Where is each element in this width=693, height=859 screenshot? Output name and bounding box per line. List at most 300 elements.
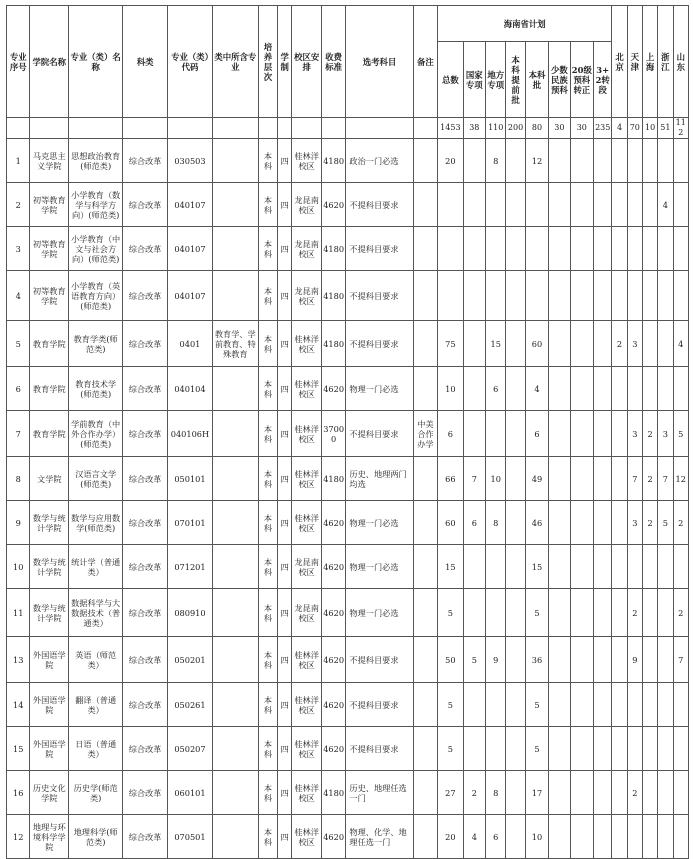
cell-plan [612, 367, 627, 411]
cell-level: 本科 [258, 589, 277, 637]
cell-plan [570, 637, 593, 683]
cell-plan: 3 [627, 321, 642, 367]
cell-college: 数学与统计学院 [30, 501, 69, 545]
cell-fee: 4180 [321, 321, 345, 367]
cell-plan [570, 501, 593, 545]
cell-plan [463, 183, 485, 227]
table-row [7, 501, 689, 545]
table-row [7, 589, 689, 637]
header-province-tianjin: 天津 [627, 6, 642, 118]
cell-remark: 中美合作办学 [413, 411, 437, 457]
total-cell: 235 [594, 118, 612, 139]
header-hainan-32: 3+2转段 [594, 42, 612, 118]
cell-inner [212, 637, 258, 683]
cell-code: 050101 [168, 457, 213, 501]
cell-plan [627, 727, 642, 771]
table-row [7, 183, 689, 227]
cell-plan [525, 227, 548, 271]
cell-plan [549, 545, 570, 589]
cell-fee: 4620 [321, 637, 345, 683]
cell-plan [463, 683, 485, 727]
cell-college: 初等教育学院 [30, 183, 69, 227]
cell-seq: 13 [7, 637, 30, 683]
cell-plan: 17 [525, 771, 548, 815]
cell-plan [673, 727, 689, 771]
table-row [7, 457, 689, 501]
header-campus: 校区安排 [292, 6, 322, 118]
cell-plan [627, 183, 642, 227]
cell-inner [212, 501, 258, 545]
cell-inner [212, 227, 258, 271]
cell-fee: 4180 [321, 271, 345, 321]
cell-plan [594, 139, 612, 183]
cell-plan [673, 683, 689, 727]
header-hainan-total: 总数 [438, 42, 463, 118]
cell-plan: 66 [438, 457, 463, 501]
cell-plan [549, 683, 570, 727]
cell-inner [212, 589, 258, 637]
cell-plan [570, 367, 593, 411]
cell-plan: 8 [486, 771, 506, 815]
cell-code: 040104 [168, 367, 213, 411]
cell-plan [438, 227, 463, 271]
cell-plan: 5 [463, 637, 485, 683]
cell-fee: 4620 [321, 815, 345, 859]
cell-plan [506, 771, 525, 815]
cell-years: 四 [278, 411, 292, 457]
cell-major: 日语（普通类） [69, 727, 123, 771]
cell-major: 教育技术学(师范类) [69, 367, 123, 411]
cell-category: 综合改革 [123, 727, 168, 771]
cell-plan [673, 771, 689, 815]
cell-college: 数学与统计学院 [30, 589, 69, 637]
cell-campus: 龙昆南校区 [292, 183, 322, 227]
cell-code: 040107 [168, 271, 213, 321]
cell-plan [506, 637, 525, 683]
table-row [7, 411, 689, 457]
cell-seq: 9 [7, 501, 30, 545]
cell-plan [463, 227, 485, 271]
cell-subjects: 历史、地理任选一门 [346, 771, 413, 815]
cell-major: 小学教育（英语教育方向）(师范类) [69, 271, 123, 321]
cell-campus: 桂林洋校区 [292, 367, 322, 411]
cell-plan [642, 545, 657, 589]
cell-plan: 15 [486, 321, 506, 367]
cell-plan: 7 [463, 457, 485, 501]
cell-plan [506, 727, 525, 771]
cell-plan [627, 271, 642, 321]
cell-remark [413, 183, 437, 227]
cell-plan [642, 139, 657, 183]
cell-fee: 4180 [321, 457, 345, 501]
cell-plan: 5 [525, 727, 548, 771]
cell-category: 综合改革 [123, 683, 168, 727]
cell-major: 地理科学(师范类) [69, 815, 123, 859]
cell-inner [212, 815, 258, 859]
cell-plan [627, 367, 642, 411]
cell-plan [658, 321, 673, 367]
cell-plan [642, 815, 657, 859]
cell-plan [549, 771, 570, 815]
cell-level: 本科 [258, 727, 277, 771]
document-page [6, 5, 689, 852]
cell-category: 综合改革 [123, 501, 168, 545]
table-row [7, 545, 689, 589]
total-cell: 10 [642, 118, 657, 139]
cell-seq: 8 [7, 457, 30, 501]
cell-level: 本科 [258, 683, 277, 727]
cell-plan [612, 815, 627, 859]
cell-plan [612, 501, 627, 545]
cell-plan [506, 183, 525, 227]
cell-plan [612, 139, 627, 183]
cell-plan [642, 637, 657, 683]
cell-fee: 4620 [321, 683, 345, 727]
cell-plan: 5 [525, 683, 548, 727]
cell-seq: 10 [7, 545, 30, 589]
cell-plan [594, 501, 612, 545]
cell-plan [594, 727, 612, 771]
cell-plan [642, 271, 657, 321]
cell-campus: 桂林洋校区 [292, 457, 322, 501]
cell-subjects: 不提科目要求 [346, 411, 413, 457]
header-hainan-prep: 20级预科转正 [570, 42, 593, 118]
cell-inner [212, 771, 258, 815]
header-seq: 专业序号 [7, 6, 30, 118]
totals-row [7, 118, 689, 139]
cell-college: 初等教育学院 [30, 271, 69, 321]
cell-plan [486, 589, 506, 637]
cell-plan [673, 227, 689, 271]
cell-plan: 75 [438, 321, 463, 367]
cell-plan [549, 139, 570, 183]
cell-years: 四 [278, 501, 292, 545]
cell-plan: 7 [658, 457, 673, 501]
cell-category: 综合改革 [123, 771, 168, 815]
cell-major: 翻译（普通类） [69, 683, 123, 727]
cell-plan: 20 [438, 815, 463, 859]
cell-plan [594, 545, 612, 589]
cell-major: 学前教育（中外合作办学）(师范类) [69, 411, 123, 457]
cell-plan [594, 183, 612, 227]
cell-college: 教育学院 [30, 321, 69, 367]
cell-plan [627, 139, 642, 183]
cell-fee: 4180 [321, 771, 345, 815]
cell-remark [413, 501, 437, 545]
cell-remark [413, 589, 437, 637]
cell-plan [506, 227, 525, 271]
cell-plan: 2 [463, 771, 485, 815]
cell-plan [549, 227, 570, 271]
total-cell: 51 [658, 118, 673, 139]
cell-subjects: 不提科目要求 [346, 321, 413, 367]
cell-plan [594, 589, 612, 637]
cell-plan [594, 271, 612, 321]
cell-years: 四 [278, 139, 292, 183]
cell-fee: 4620 [321, 727, 345, 771]
cell-plan [549, 637, 570, 683]
cell-major: 小学教育（中文与社会方向）(师范类) [69, 227, 123, 271]
header-hainan-local: 地方专项 [486, 42, 506, 118]
cell-plan: 9 [486, 637, 506, 683]
cell-plan [506, 589, 525, 637]
cell-plan [506, 815, 525, 859]
cell-plan: 15 [525, 545, 548, 589]
cell-level: 本科 [258, 545, 277, 589]
cell-level: 本科 [258, 321, 277, 367]
cell-fee: 4620 [321, 545, 345, 589]
cell-plan: 4 [658, 183, 673, 227]
cell-plan [612, 545, 627, 589]
cell-years: 四 [278, 771, 292, 815]
cell-plan: 9 [627, 637, 642, 683]
cell-plan: 8 [486, 139, 506, 183]
cell-inner [212, 271, 258, 321]
cell-code: 030503 [168, 139, 213, 183]
cell-plan: 5 [438, 589, 463, 637]
cell-plan [627, 227, 642, 271]
cell-plan: 8 [486, 501, 506, 545]
cell-fee: 4620 [321, 183, 345, 227]
cell-plan [506, 321, 525, 367]
table-row [7, 271, 689, 321]
cell-plan: 2 [673, 501, 689, 545]
cell-plan: 2 [627, 589, 642, 637]
cell-subjects: 不提科目要求 [346, 183, 413, 227]
cell-plan [549, 589, 570, 637]
cell-plan: 5 [438, 683, 463, 727]
cell-plan: 36 [525, 637, 548, 683]
cell-seq: 2 [7, 183, 30, 227]
cell-plan [570, 321, 593, 367]
cell-subjects: 政治一门必选 [346, 139, 413, 183]
cell-fee: 4620 [321, 367, 345, 411]
cell-plan [570, 271, 593, 321]
table-row [7, 367, 689, 411]
cell-plan [642, 227, 657, 271]
cell-major: 教育学类(师范类) [69, 321, 123, 367]
cell-subjects: 物理一门必选 [346, 545, 413, 589]
cell-plan [463, 271, 485, 321]
cell-plan [506, 501, 525, 545]
cell-college: 初等教育学院 [30, 227, 69, 271]
cell-seq: 4 [7, 271, 30, 321]
cell-plan [570, 457, 593, 501]
cell-level: 本科 [258, 815, 277, 859]
cell-plan: 60 [525, 321, 548, 367]
cell-plan [594, 321, 612, 367]
cell-plan [570, 545, 593, 589]
cell-code: 040107 [168, 183, 213, 227]
cell-plan: 4 [673, 321, 689, 367]
cell-years: 四 [278, 183, 292, 227]
header-inner: 类中所含专业 [212, 6, 258, 118]
cell-remark [413, 457, 437, 501]
total-cell: 1453 [438, 118, 463, 139]
header-remark: 备注 [413, 6, 437, 118]
cell-fee: 37000 [321, 411, 345, 457]
cell-years: 四 [278, 321, 292, 367]
table-row [7, 227, 689, 271]
cell-fee: 4620 [321, 501, 345, 545]
cell-years: 四 [278, 637, 292, 683]
cell-remark [413, 367, 437, 411]
cell-plan [549, 183, 570, 227]
cell-code: 0401 [168, 321, 213, 367]
cell-plan [612, 771, 627, 815]
cell-plan [612, 457, 627, 501]
cell-plan [642, 683, 657, 727]
table-body [7, 139, 689, 859]
cell-category: 综合改革 [123, 321, 168, 367]
cell-college: 教育学院 [30, 367, 69, 411]
table-row [7, 637, 689, 683]
cell-remark [413, 139, 437, 183]
cell-subjects: 物理一门必选 [346, 367, 413, 411]
cell-plan: 6 [438, 411, 463, 457]
cell-plan [549, 411, 570, 457]
cell-category: 综合改革 [123, 815, 168, 859]
table-row [7, 727, 689, 771]
cell-category: 综合改革 [123, 457, 168, 501]
cell-plan: 6 [486, 367, 506, 411]
total-cell: 30 [570, 118, 593, 139]
table-row [7, 683, 689, 727]
cell-plan: 10 [525, 815, 548, 859]
cell-fee: 4180 [321, 139, 345, 183]
cell-seq: 5 [7, 321, 30, 367]
cell-subjects: 不提科目要求 [346, 271, 413, 321]
cell-category: 综合改革 [123, 589, 168, 637]
table-row [7, 815, 689, 859]
cell-plan [463, 367, 485, 411]
cell-college: 马克思主义学院 [30, 139, 69, 183]
cell-college: 外国语学院 [30, 683, 69, 727]
cell-plan [612, 683, 627, 727]
cell-plan [438, 183, 463, 227]
cell-plan [658, 815, 673, 859]
cell-plan: 20 [438, 139, 463, 183]
cell-plan [612, 411, 627, 457]
cell-plan: 6 [486, 815, 506, 859]
cell-plan: 2 [642, 411, 657, 457]
cell-inner [212, 367, 258, 411]
cell-plan [658, 139, 673, 183]
cell-plan [570, 227, 593, 271]
cell-college: 外国语学院 [30, 637, 69, 683]
header-province-shandong: 山东 [673, 6, 689, 118]
cell-plan [463, 139, 485, 183]
cell-remark [413, 637, 437, 683]
cell-level: 本科 [258, 501, 277, 545]
cell-plan [525, 183, 548, 227]
cell-inner [212, 183, 258, 227]
cell-plan [673, 545, 689, 589]
cell-subjects: 物理一门必选 [346, 589, 413, 637]
cell-inner: 教育学、学前教育、特殊教育 [212, 321, 258, 367]
cell-plan: 49 [525, 457, 548, 501]
cell-major: 汉语言文学(师范类) [69, 457, 123, 501]
cell-years: 四 [278, 589, 292, 637]
cell-plan [594, 771, 612, 815]
cell-inner [212, 411, 258, 457]
cell-plan [658, 589, 673, 637]
cell-plan [658, 271, 673, 321]
total-cell: 38 [463, 118, 485, 139]
total-cell: 30 [549, 118, 570, 139]
cell-plan: 10 [486, 457, 506, 501]
table-row [7, 321, 689, 367]
cell-plan [627, 545, 642, 589]
cell-category: 综合改革 [123, 411, 168, 457]
cell-plan [549, 501, 570, 545]
cell-plan [463, 321, 485, 367]
cell-plan [658, 683, 673, 727]
header-years: 学制 [278, 6, 292, 118]
total-cell: 112 [673, 118, 689, 139]
cell-remark [413, 815, 437, 859]
header-province-zhejiang: 浙江 [658, 6, 673, 118]
cell-plan [594, 683, 612, 727]
cell-plan [506, 411, 525, 457]
cell-plan: 27 [438, 771, 463, 815]
cell-college: 文学院 [30, 457, 69, 501]
cell-major: 英语（师范类） [69, 637, 123, 683]
cell-plan [570, 727, 593, 771]
cell-major: 数据科学与大数据技术（普通类） [69, 589, 123, 637]
cell-campus: 龙昆南校区 [292, 271, 322, 321]
cell-subjects: 不提科目要求 [346, 727, 413, 771]
cell-plan [570, 771, 593, 815]
cell-college: 地理与环境科学学院 [30, 815, 69, 859]
cell-plan [570, 139, 593, 183]
cell-plan [570, 589, 593, 637]
cell-years: 四 [278, 815, 292, 859]
cell-plan: 4 [525, 367, 548, 411]
cell-level: 本科 [258, 457, 277, 501]
cell-plan: 2 [642, 501, 657, 545]
cell-code: 050207 [168, 727, 213, 771]
cell-years: 四 [278, 457, 292, 501]
table-row [7, 139, 689, 183]
cell-plan [642, 367, 657, 411]
cell-plan: 3 [658, 411, 673, 457]
header-major: 专业（类）名称 [69, 6, 123, 118]
cell-level: 本科 [258, 771, 277, 815]
cell-plan [594, 411, 612, 457]
cell-plan: 5 [438, 727, 463, 771]
cell-code: 050261 [168, 683, 213, 727]
cell-plan: 12 [525, 139, 548, 183]
header-hainan-plan: 海南省计划 [438, 6, 612, 42]
cell-plan [612, 183, 627, 227]
header-fee: 收费标准 [321, 6, 345, 118]
cell-fee: 4180 [321, 227, 345, 271]
header-hainan-national: 国家专项 [463, 42, 485, 118]
cell-plan [673, 367, 689, 411]
cell-inner [212, 457, 258, 501]
cell-level: 本科 [258, 227, 277, 271]
cell-campus: 桂林洋校区 [292, 637, 322, 683]
cell-plan [594, 367, 612, 411]
cell-plan [658, 727, 673, 771]
cell-plan [612, 637, 627, 683]
cell-plan [612, 271, 627, 321]
cell-major: 历史学(师范类) [69, 771, 123, 815]
cell-plan: 2 [673, 589, 689, 637]
cell-plan [612, 589, 627, 637]
cell-years: 四 [278, 545, 292, 589]
